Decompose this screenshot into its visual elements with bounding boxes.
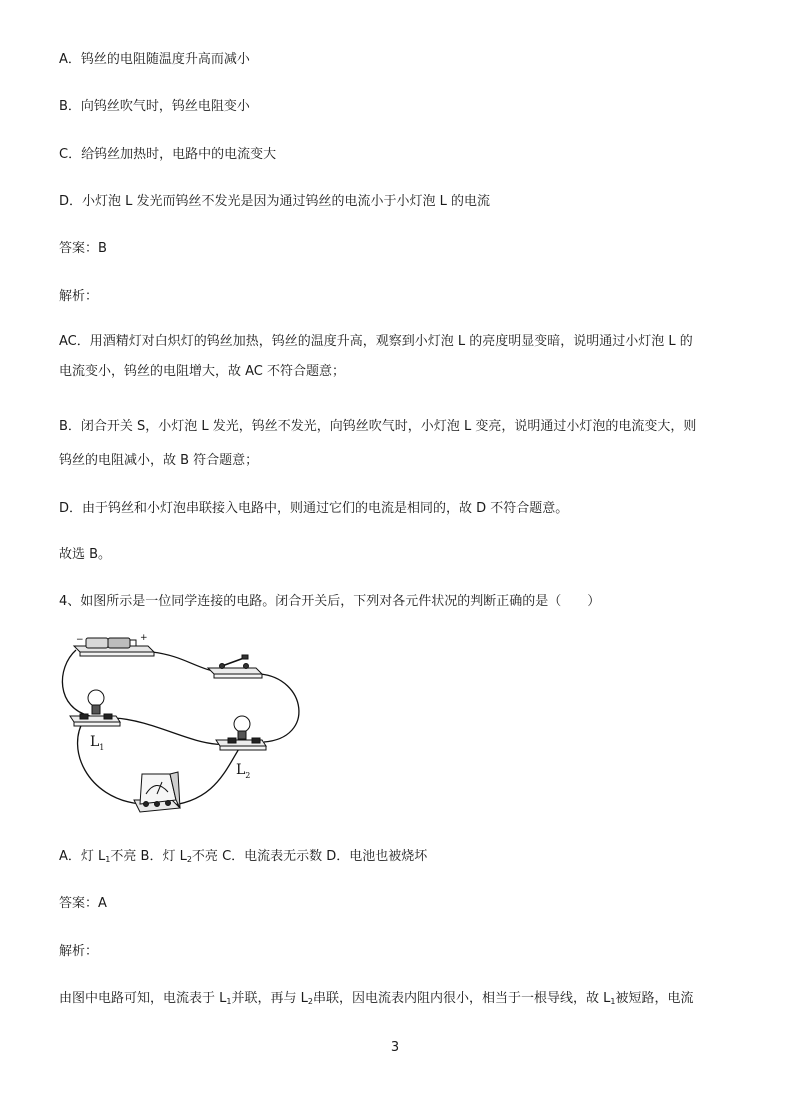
circuit-diagram [56, 628, 316, 828]
switch [208, 655, 262, 678]
wire-l1-to-l2 [114, 718, 228, 744]
analysis-label-3: 解析： [59, 289, 99, 304]
answer-3: 答案：B [59, 241, 107, 256]
option-d-4: D．电池也被烧坏 [326, 849, 428, 864]
wire-switch-to-l2 [260, 674, 299, 742]
conclusion-3: 故选 B。 [59, 547, 112, 562]
page-number: 3 [390, 1040, 400, 1055]
option-a-4: A．灯 $L_1$不亮 [59, 849, 137, 864]
question-4-options [59, 848, 427, 869]
analysis-label-4: 解析： [59, 944, 99, 959]
analysis-3-3: B．闭合开关 S，小灯泡 L 发光，钨丝不发光，向钨丝吹气时，小灯泡 L 变亮，说明通过小灯泡的电流变大，则 [59, 419, 697, 434]
opt-c-3: C．给钨丝加热时，电路中的电流变大 [59, 147, 277, 162]
option-c-4: C．电流表无示数 [222, 849, 323, 864]
question-4: 4、如图所示是一位同学连接的电路。闭合开关后，下列对各元件状况的判断正确的是（ ） [59, 594, 601, 609]
label-l2: $L_2$ [236, 762, 251, 780]
label-l1: $L_1$ [90, 734, 105, 752]
analysis-4-1: 由图中电路可知，电流表于 $L_1$并联，再与 $L_2$串联，因电流表内阻内很小，相当于一根导线，故 $L_1$被短路，电流 [59, 991, 694, 1006]
analysis-3-2: 电流变小，钨丝的电阻增大，故 AC 不符合题意； [59, 364, 346, 379]
opt-a-3: A．钨丝的电阻随温度升高而减小 [59, 52, 250, 67]
analysis-3-5: D．由于钨丝和小灯泡串联接入电路中，则通过它们的电流是相同的，故 D 不符合题意。 [59, 501, 569, 516]
battery [74, 633, 154, 656]
lamp-l1 [70, 690, 120, 726]
ammeter [134, 772, 180, 812]
option-b-4: B．灯 $L_2$不亮 [140, 849, 218, 864]
lamp-l2 [216, 716, 266, 750]
answer-4: 答案：A [59, 896, 107, 911]
analysis-3-4: 钨丝的电阻减小，故 B 符合题意； [59, 453, 259, 468]
wire-battery-to-l1 [62, 650, 90, 716]
battery-plus-sign: + [140, 633, 148, 643]
opt-b-3: B．向钨丝吹气时，钨丝电阻变小 [59, 99, 250, 114]
opt-d-3: D．小灯泡 L 发光而钨丝不发光是因为通过钨丝的电流小于小灯泡 L 的电流 [59, 194, 491, 209]
battery-minus-sign: − [76, 635, 84, 645]
analysis-3-1: AC．用酒精灯对白炽灯的钨丝加热，钨丝的温度升高，观察到小灯泡 L 的亮度明显变暗，说明通过小灯泡 L 的 [59, 334, 693, 349]
wire-l1-to-ammeter [78, 720, 140, 804]
